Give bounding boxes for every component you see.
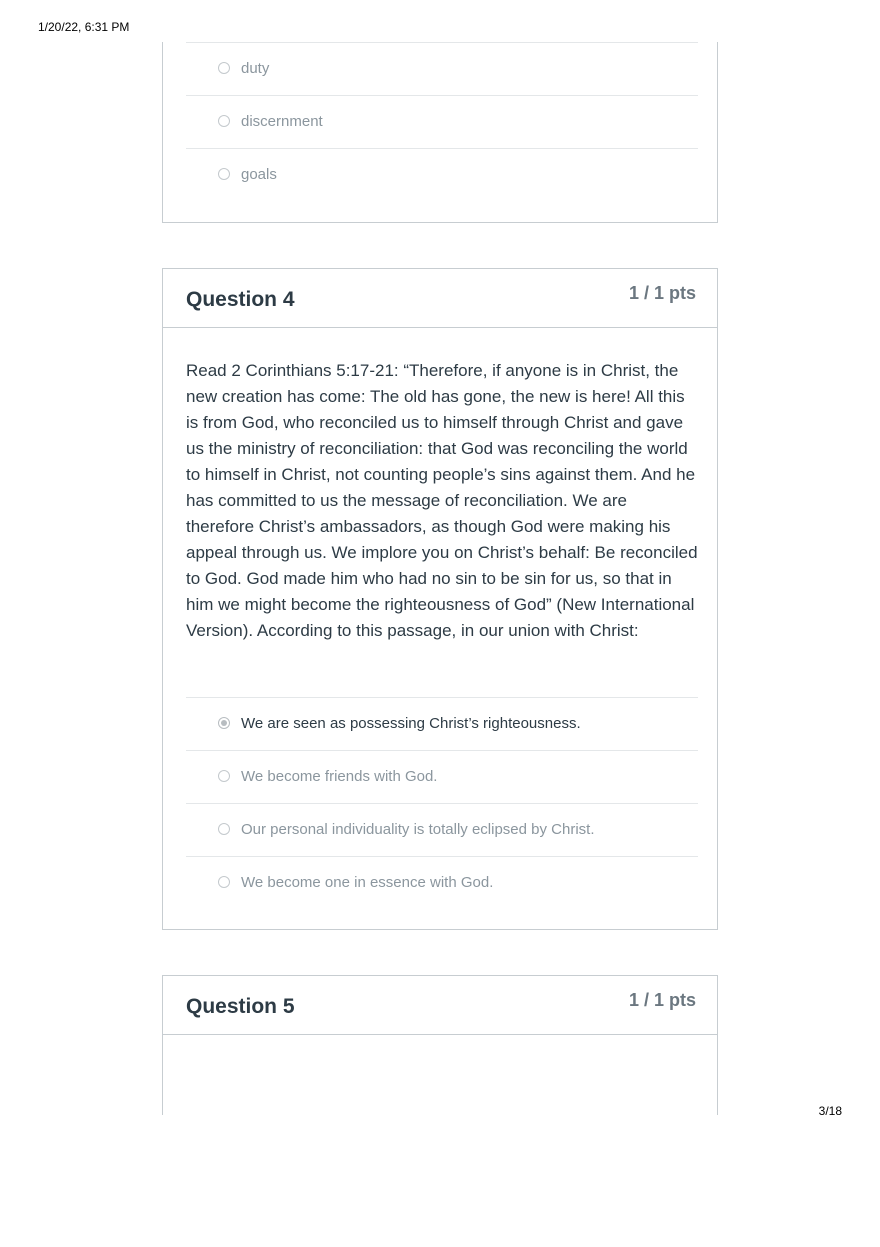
question-header xyxy=(163,269,717,328)
answer-label: We are seen as possessing Christ’s righteousness. xyxy=(241,715,581,732)
answer-option[interactable] xyxy=(186,148,698,201)
answer-option-selected[interactable] xyxy=(186,697,698,750)
answer-option[interactable] xyxy=(186,42,698,95)
answer-label: We become friends with God. xyxy=(241,768,438,785)
answer-label: We become one in essence with God. xyxy=(241,874,494,891)
answer-option[interactable] xyxy=(186,95,698,148)
page-number: 3/18 xyxy=(818,1104,842,1118)
answer-option[interactable] xyxy=(186,803,698,856)
radio-button[interactable] xyxy=(218,823,230,835)
question-4-card xyxy=(162,268,718,930)
print-timestamp: 1/20/22, 6:31 PM xyxy=(38,20,130,34)
answer-label: discernment xyxy=(241,113,323,130)
question-text: Read 2 Corinthians 5:17-21: “Therefore, if anyone is in Christ, the new creation has come: The old has gone, the new is here! All this is from God, who reconciled us to himself through Christ and gave us the ministry of reconciliation: that God was reconciling the world to himself in Christ, not counting people’s sins against them. And he has committed to us the message of reconciliation. We are therefore Christ’s ambassadors, as though God were making his appeal through us. We implore you on Christ’s behalf: Be reconciled to God. God made him who had no sin to be sin for us, so that in him we might become the righteousness of God” (New International Version). According to this passage, in our union with Christ: xyxy=(186,361,698,640)
question-5-card xyxy=(162,975,718,1115)
question-points: 1 / 1 pts xyxy=(628,990,696,1010)
question-header xyxy=(163,976,717,1035)
question-points: 1 / 1 pts xyxy=(628,283,696,303)
radio-button[interactable] xyxy=(218,168,230,180)
previous-question-card xyxy=(162,42,718,223)
answer-option[interactable] xyxy=(186,856,698,909)
answer-list xyxy=(186,42,698,201)
answer-option[interactable] xyxy=(186,750,698,803)
radio-button[interactable] xyxy=(218,770,230,782)
radio-button[interactable] xyxy=(218,62,230,74)
question-title: Question 4 xyxy=(186,288,295,311)
radio-button-selected[interactable] xyxy=(218,717,230,729)
radio-button[interactable] xyxy=(218,876,230,888)
question-title: Question 5 xyxy=(186,995,295,1018)
radio-button[interactable] xyxy=(218,115,230,127)
answer-label: duty xyxy=(241,60,270,77)
answer-label: goals xyxy=(241,166,277,183)
answer-label: Our personal individuality is totally eclipsed by Christ. xyxy=(241,821,595,838)
answer-list xyxy=(186,697,698,909)
